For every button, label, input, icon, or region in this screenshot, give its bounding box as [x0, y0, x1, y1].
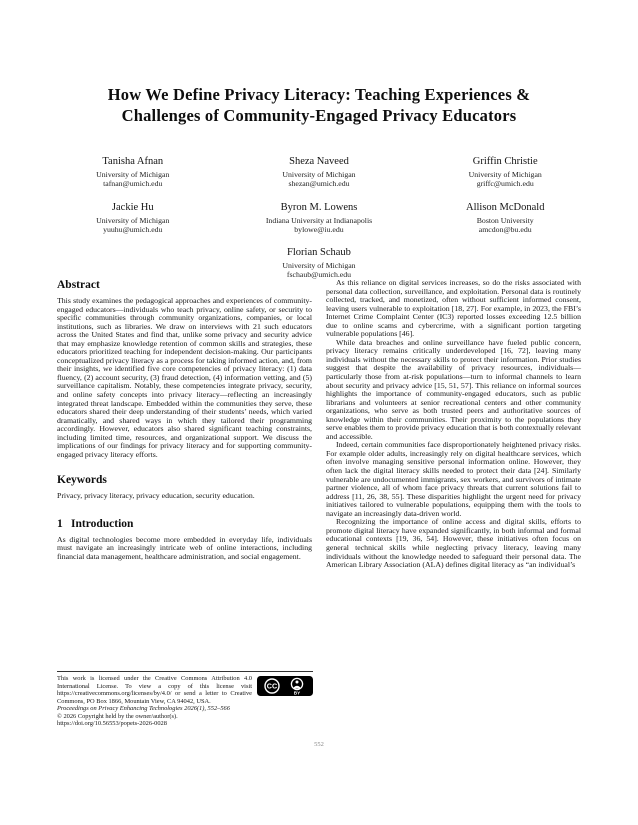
author-email: tafnan@umich.edu	[103, 179, 163, 189]
svg-text:BY: BY	[293, 690, 301, 696]
author-name: Tanisha Afnan	[102, 156, 164, 167]
author-name: Byron M. Lowens	[280, 201, 358, 213]
introduction-heading	[57, 518, 312, 531]
author-affiliation: Boston University	[476, 215, 534, 225]
abstract-text: This study examines the pedagogical approaches and experiences of community-engaged educators—individuals who teach privacy, online safety, or security to specific communities through community organizations, companies, or local institutions, such as libraries. We draw on interviews with 21 such educators across the United States and find that, unlike some privacy and security advice that may emphasize knowledge retention of common skills and strategies, these educators prioritized teaching for independent decision-making. Our participants conceptualized privacy literacy as a process for taking informed action, and, from their insights, we identified five core competencies of privacy literacy: (1) data fluency, (2) account security, (3) fraud detection, (4) information vetting, and (5) surveillance capitalism. Notably, these competencies integrate privacy, security, and online safety concepts into privacy literacy—reflecting an increasingly integrated threat landscape. Embedded within the communities they serve, these educators shared their deep understanding of their students’ needs, which varied dramatically, and shared ways in which they tailored their programming accordingly. However, educators also shared significant teaching constraints, including limited time, resources, and organizational support. We discuss the implications of our findings for privacy literacy and for supporting community-engaged privacy literacy efforts.	[57, 296, 312, 459]
author-allison-mcdonald	[422, 202, 588, 235]
author-sheza-naveed	[216, 156, 423, 189]
abstract-heading: Abstract	[57, 279, 100, 291]
body-paragraph: As this reliance on digital services increases, so do the risks associated with personal data collection, surveillance, and exploitation. Personal data is routinely collected, tracked, and monetized, often without sufficient informed consent, leaving users vulnerable to exploitation [18, 27]. For example, in 2023, the FBI’s Internet Crime Complaint Center (IC3) reported losses exceeding 12.5 billion due to online scams and cybercrime, with a significant portion targeting vulnerable populations [46].	[326, 278, 581, 339]
author-email: bylowe@iu.edu	[294, 224, 344, 234]
two-column-body	[57, 279, 581, 570]
keywords-text: Privacy, privacy literacy, privacy education, security education.	[57, 491, 255, 501]
author-email: amcdon@bu.edu	[478, 224, 532, 234]
author-email: yuuhu@umich.edu	[103, 224, 163, 234]
paper-title	[40, 84, 598, 126]
author-name: Allison McDonald	[466, 201, 545, 213]
body-paragraph: Recognizing the importance of online access and digital skills, efforts to promote digital literacy have expanded significantly, in both informal and formal educational contexts [19, 36, 54]. However, these initiatives often focus on general technical skills while neglecting privacy literacy, leaving many individuals without the knowledge needed to safeguard their personal data. The American Library Association (ALA) defines digital literacy as “an individual’s	[326, 517, 581, 570]
author-name: Sheza Naveed	[289, 156, 349, 167]
doi-line: https://doi.org/10.56553/popets-2026-0028	[57, 720, 167, 727]
copyright-line: © 2026 Copyright held by the owner/author(s).	[57, 712, 178, 720]
section-title: Introduction	[71, 517, 134, 530]
right-column	[326, 279, 581, 570]
svg-text:CC: CC	[266, 681, 278, 691]
paper-title-line2: Challenges of Community-Engaged Privacy Educators	[121, 106, 517, 125]
author-griffin-christie	[422, 156, 588, 189]
author-tanisha-afnan	[50, 156, 216, 189]
author-block	[50, 156, 588, 280]
author-name: Jackie Hu	[111, 201, 154, 213]
proceedings-line: Proceedings on Privacy Enhancing Technologies 2026(1), 552–566	[57, 705, 230, 712]
license-footnote	[57, 671, 313, 728]
body-paragraph: Indeed, certain communities face disproportionately heightened privacy risks. For example older adults, increasingly rely on digital healthcare services, which often involve managing sensitive personal information online. However, they often lack the digital literacy skills needed to protect their data [24]. Similarly vulnerable are undocumented immigrants, sex workers, and survivors of intimate partner violence, all of whom face privacy threats that current solutions fail to address [11, 26, 38, 55]. These disparities highlight the urgent need for privacy initiatives tailored to vulnerable populations, equipping them with the tools to navigate an increasingly data-driven world.	[326, 440, 581, 518]
author-name: Florian Schaub	[287, 247, 351, 259]
page-number: 552	[314, 741, 324, 748]
section-number: 1	[57, 517, 63, 530]
introduction-paragraph: As digital technologies become more embedded in everyday life, individuals must navigate an increasingly intricate web of online interactions, including financial data management, healthcare administration, and social engagement.	[57, 534, 312, 562]
license-text: This work is licensed under the Creative Commons Attribution 4.0 International License. To view a copy of this license visit https://creativecommons.org/licenses/by/4.0/ or send a letter to Creative Commons, PO Box 1866, Mountain View, CA 94042, USA.	[57, 675, 252, 705]
author-affiliation: University of Michigan	[96, 170, 170, 179]
author-affiliation: University of Michigan	[282, 261, 356, 271]
author-affiliation: University of Michigan	[468, 170, 542, 179]
author-jackie-hu	[50, 202, 216, 235]
author-florian-schaub	[216, 247, 423, 280]
author-affiliation: University of Michigan	[282, 170, 356, 179]
author-affiliation: Indiana University at Indianapolis	[265, 215, 373, 225]
author-byron-lowens	[216, 202, 423, 235]
paper-title-line1: How We Define Privacy Literacy: Teaching Experiences &	[107, 85, 531, 104]
author-email: fschaub@umich.edu	[286, 270, 352, 280]
left-column	[57, 279, 312, 570]
cc-by-badge-icon	[257, 676, 313, 699]
author-email: griffc@umich.edu	[476, 179, 534, 189]
keywords-heading: Keywords	[57, 474, 107, 487]
body-paragraph: While data breaches and online surveillance have fueled public concern, privacy literacy remains critically underdeveloped [16, 72], leaving many individuals without the necessary skills to protect their information. Prior studies suggest that despite the availability of privacy resources, individuals—particularly those from at-risk populations—turn to informal channels to learn about security and privacy advice [15, 51, 57]. This reliance on informal sources highlights the importance of community-engaged educators, such as public librarians and volunteers at senior recreational centers and other community organizations, who serve as both trusted peers and authoritative sources of knowledge within their communities. Their proximity to the populations they serve enables them to provide privacy education that is both contextually relevant and accessible.	[326, 337, 581, 441]
author-affiliation: University of Michigan	[96, 215, 170, 225]
author-email: shezan@umich.edu	[288, 179, 350, 189]
author-name: Griffin Christie	[472, 156, 538, 167]
